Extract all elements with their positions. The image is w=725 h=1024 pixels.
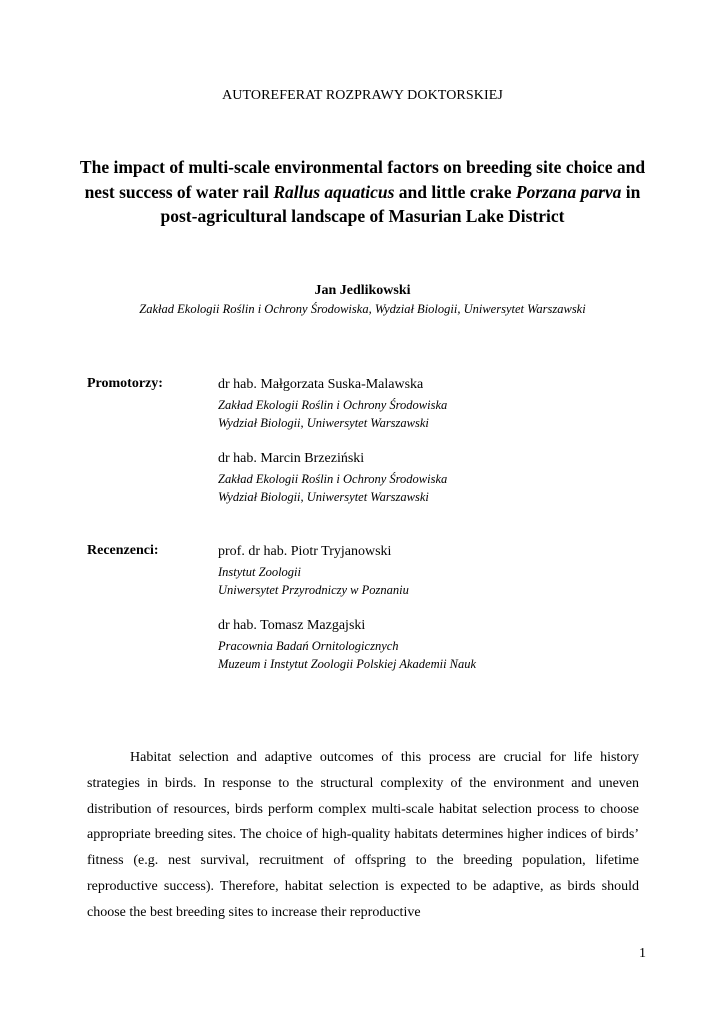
promotor-1 xyxy=(218,376,678,432)
title-line-3: post-agricultural landscape of Masurian Lake District xyxy=(160,206,565,226)
promotor-2 xyxy=(218,450,678,506)
reviewer-1-affiliation-2: Uniwersytet Przyrodniczy w Poznaniu xyxy=(218,583,409,597)
reviewer-2 xyxy=(218,617,678,673)
reviewer-1-affiliation-1: Instytut Zoologii xyxy=(218,565,301,579)
promotor-2-affiliation-2: Wydział Biologii, Uniwersytet Warszawski xyxy=(218,490,429,504)
promotor-2-affiliation-1: Zakład Ekologii Roślin i Ochrony Środowiska xyxy=(218,472,448,486)
reviewer-2-affiliation-2: Muzeum i Instytut Zoologii Polskiej Akademii Nauk xyxy=(218,657,477,671)
reviewer-1-name: prof. dr hab. Piotr Tryjanowski xyxy=(218,544,392,559)
species-name-water-rail: Rallus aquaticus xyxy=(273,181,395,202)
promotors-label: Promotorzy: xyxy=(87,376,163,391)
title-line-1: The impact of multi-scale environmental factors on breeding site choice and xyxy=(79,157,646,177)
body-paragraph: Habitat selection and adaptive outcomes of this process are crucial for life history strategies in birds. In response to the structural complexity of the environment and uneven distribution of resources, birds perform complex multi-scale habitat selection process to choose appropriate breeding sites. The choice of high-quality habitats determines higher indices of birds’ fitness (e.g. nest survival, recruitment of offspring to the breeding population, lifetime reproductive success). Therefore, habitat selection is expected to be adaptive, as birds should choose the best breeding sites to increase their reproductive xyxy=(87,750,639,920)
title-line-2 xyxy=(70,180,655,205)
page-number: 1 xyxy=(639,946,646,961)
document-title xyxy=(70,155,655,229)
author-affiliation: Zakład Ekologii Roślin i Ochrony Środowiska, Wydział Biologii, Uniwersytet Warszawski xyxy=(139,302,586,316)
document-header: AUTOREFERAT ROZPRAWY DOKTORSKIEJ xyxy=(222,88,503,103)
promotor-1-affiliation-1: Zakład Ekologii Roślin i Ochrony Środowiska xyxy=(218,398,448,412)
title-line-2-mid: and little crake xyxy=(394,181,516,202)
promotor-2-name: dr hab. Marcin Brzeziński xyxy=(218,451,365,466)
promotor-1-affiliation-2: Wydział Biologii, Uniwersytet Warszawski xyxy=(218,416,429,430)
promotor-1-name: dr hab. Małgorzata Suska-Malawska xyxy=(218,377,424,392)
author-name: Jan Jedlikowski xyxy=(314,283,411,298)
reviewer-2-name: dr hab. Tomasz Mazgajski xyxy=(218,618,366,633)
reviewers-label: Recenzenci: xyxy=(87,543,159,558)
title-line-2-pre: nest success of water rail xyxy=(84,181,274,202)
reviewer-2-affiliation-1: Pracownia Badań Ornitologicznych xyxy=(218,639,399,653)
title-line-2-post: in xyxy=(621,181,641,202)
reviewer-1 xyxy=(218,543,678,599)
species-name-little-crake: Porzana parva xyxy=(515,181,622,202)
